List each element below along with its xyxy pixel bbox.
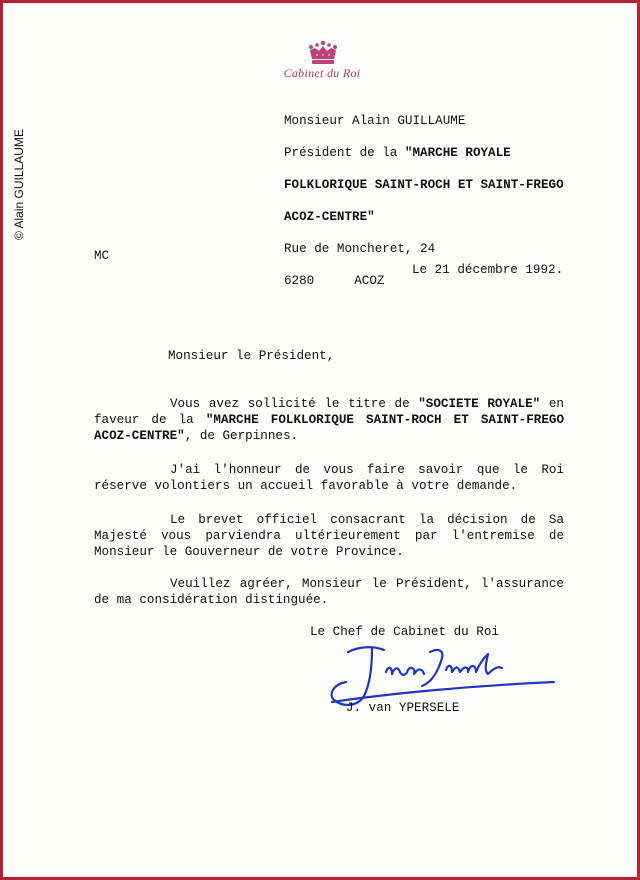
- recipient-org-line: FOLKLORIQUE SAINT-ROCH ET SAINT-FREGO: [284, 178, 564, 192]
- salutation: Monsieur le Président,: [168, 349, 335, 363]
- reference: MC: [94, 249, 110, 263]
- letterhead-office: Cabinet du Roi: [283, 66, 361, 80]
- paragraph-request: Vous avez sollicité le titre de "SOCIETE ROYALE" en faveur de la "MARCHE FOLKLORIQUE SAINT-ROCH ET SAINT-FREGO ACOZ-CENTRE", de Gerpinnes.: [94, 397, 565, 443]
- crown-icon: [306, 40, 340, 66]
- paragraph-answer: J'ai l'honneur de vous faire savoir que le Roi réserve volontiers un accueil favorable à votre demande.: [94, 463, 564, 493]
- paragraph-closing: Veuillez agréer, Monsieur le Président, l'assurance de ma considération distinguée.: [94, 577, 564, 607]
- paragraph-brevet: Le brevet officiel consacrant la décision de Sa Majesté vous parviendra ultérieurement par l'entremise de Monsieur le Gouverneur de votre Province.: [94, 513, 564, 559]
- letter-date: Le 21 décembre 1992.: [412, 263, 564, 277]
- signer-title: Le Chef de Cabinet du Roi: [310, 625, 499, 639]
- copyright-watermark: © Alain GUILLAUME: [12, 129, 26, 240]
- city: ACOZ: [354, 274, 385, 288]
- postal-code: 6280: [284, 274, 315, 288]
- recipient-street: Rue de Moncheret, 24: [284, 242, 436, 256]
- recipient-name: Monsieur Alain GUILLAUME: [284, 114, 466, 128]
- recipient-role: Président de la "MARCHE ROYALE: [284, 146, 511, 160]
- recipient-org-line-2: ACOZ-CENTRE": [284, 210, 375, 224]
- signer-name: J. van YPERSELE: [346, 701, 460, 715]
